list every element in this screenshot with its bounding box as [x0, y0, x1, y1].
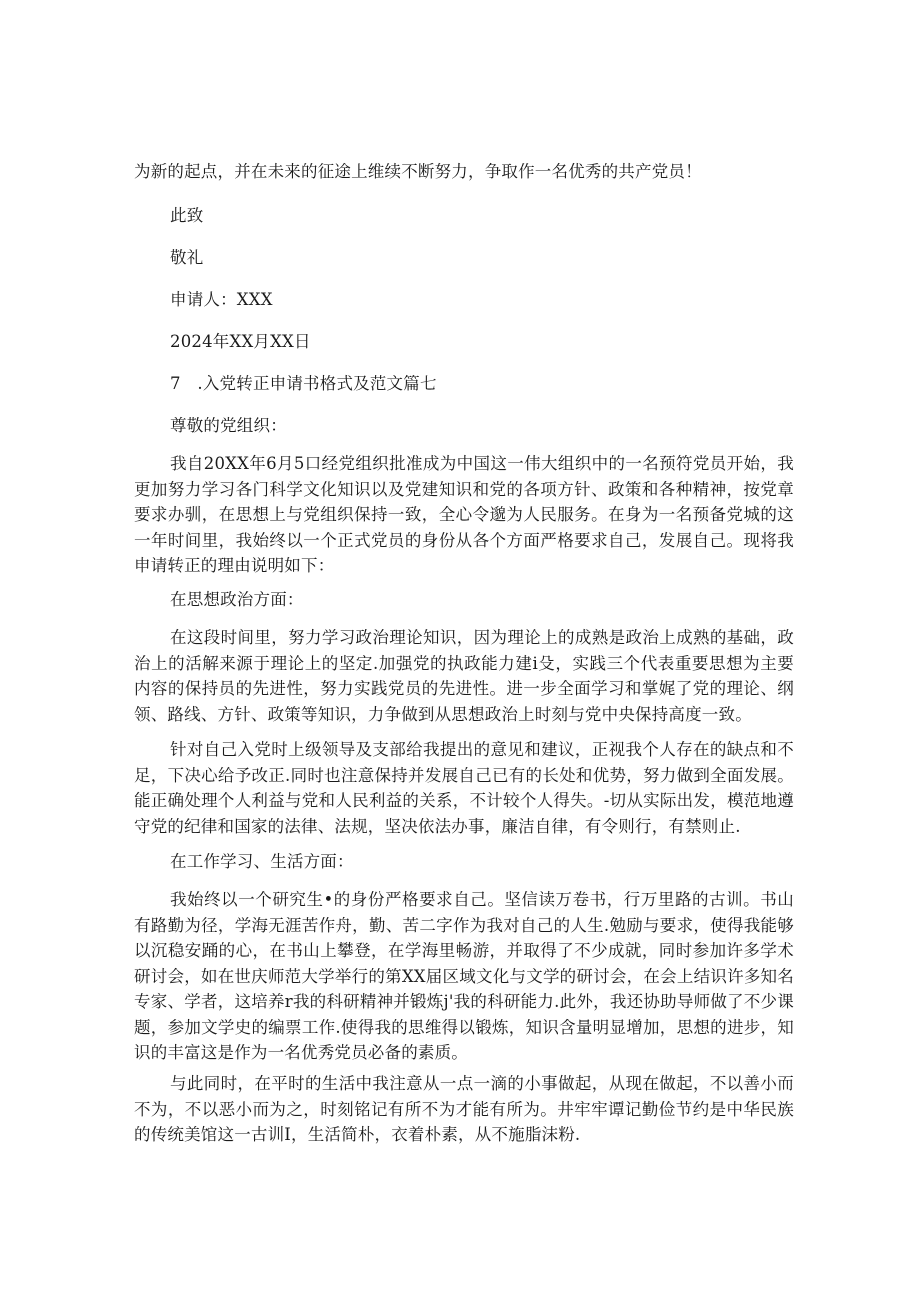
addressee-block [134, 413, 794, 438]
section-heading-block [134, 371, 794, 396]
salutation-line-2: 敬礼 [170, 248, 204, 267]
subheading-1-block [134, 587, 794, 612]
paragraph-1: 我自20XX年6月5口经党组织批准成为中国这一伟大组织中的一名预符党员开始，我更加努力学习各门科学文化知识以及党建知识和党的各项方针、政策和各种精神，按党章要求办驯，在思想上与党组织保持一致，全心令邈为人民服务。在身为一名预备党城的这一年时间里，我始终以一个正式党员的身份从各个方面严格要求自己，发展自己。现将我申请转正的理由说明如下： [134, 454, 794, 575]
addressee-line: 尊敬的党组织： [170, 416, 287, 435]
paragraph-4: 我始终以一个研究生•的身份严格要求自己。坚信读万卷书，行万里路的古训。书山有路勤为径，学海无涯苦作舟，勤、苦二字作为我对自己的人生.勉励与要求，使得我能够以沉稳安踊的心，在书山上攀登，在学海里畅游，并取得了不少成就，同时参加许多学术研讨会，如在世庆师范大学举行的第XX届区域文化与文学的研讨会，在会上结识许多知名专家、学者，这培养r我的科研精神并锻炼j'我的科研能力.此外，我还协助导师做了不少课题，参加文学史的编票工作.使得我的思维得以锻炼，知识含量明显增加，思想的进步，知识的丰富这是作为一名优秀党员必备的素质。 [134, 890, 794, 1062]
paragraph-1-block [134, 451, 794, 579]
paragraph-3: 针对自己入党时上级领导及支部给我提出的意见和建议，正视我个人存在的缺点和不足，下决心给予改正.同时也注意保持并发展自己已有的长处和优势，努力做到全面发展。能正确处理个人利益与党和人民利益的关系，不计较个人得失。-切从实际出发，模范地遵守党的纪律和国家的法律、法规，坚决依法办事，廉洁自律，有令则行，有禁则止. [134, 740, 794, 836]
section-heading: 7 .入党转正申请书格式及范文篇七 [170, 374, 437, 393]
applicant-line: 申请人：XXX [170, 290, 273, 309]
closing-paragraph [134, 159, 794, 185]
subheading-work-study: 在工作学习、生活方面： [170, 852, 354, 871]
paragraph-2-block [134, 625, 794, 727]
applicant-block [134, 287, 794, 312]
paragraph-2: 在这段时间里，努力学习政治理论知识，因为理论上的成熟是政治上成熟的基础，政治上的活解来源于理论上的坚定.加强党的执政能力建i殳，实践三个代表重要思想为主要内容的保持员的先进性，努力实践党员的先进性。进一步全面学习和掌娓了党的理论、纲领、路线、方针、政策等知识，力争做到从思想政治上时刻与党中央保持高度一致。 [134, 628, 794, 724]
paragraph-4-block [134, 887, 794, 1066]
paragraph-5-block [134, 1071, 794, 1148]
paragraph-3-block [134, 737, 794, 839]
opening-tail-line: 为新的起点，并在未来的征途上维续不断努力，争取作一名优秀的共产党员！ [134, 162, 702, 181]
paragraph-5: 与此同时，在平时的生活中我注意从一点一滴的小事做起，从现在做起，不以善小而不为，不以恶小而为之，时刻铭记有所不为才能有所为。井牢牢谭记勤俭节约是中华民族的传统美馆这一古训I，生活简朴，衣着朴素，从不施脂沫粉. [134, 1074, 794, 1144]
date-block [134, 329, 794, 354]
subheading-political: 在思想政治方面： [170, 590, 304, 609]
salutation-line-1: 此致 [170, 206, 204, 225]
salutation-block-2 [134, 245, 794, 270]
subheading-2-block [134, 849, 794, 874]
date-line: 2024年XX月XX日 [170, 332, 311, 351]
salutation-block [134, 203, 794, 228]
